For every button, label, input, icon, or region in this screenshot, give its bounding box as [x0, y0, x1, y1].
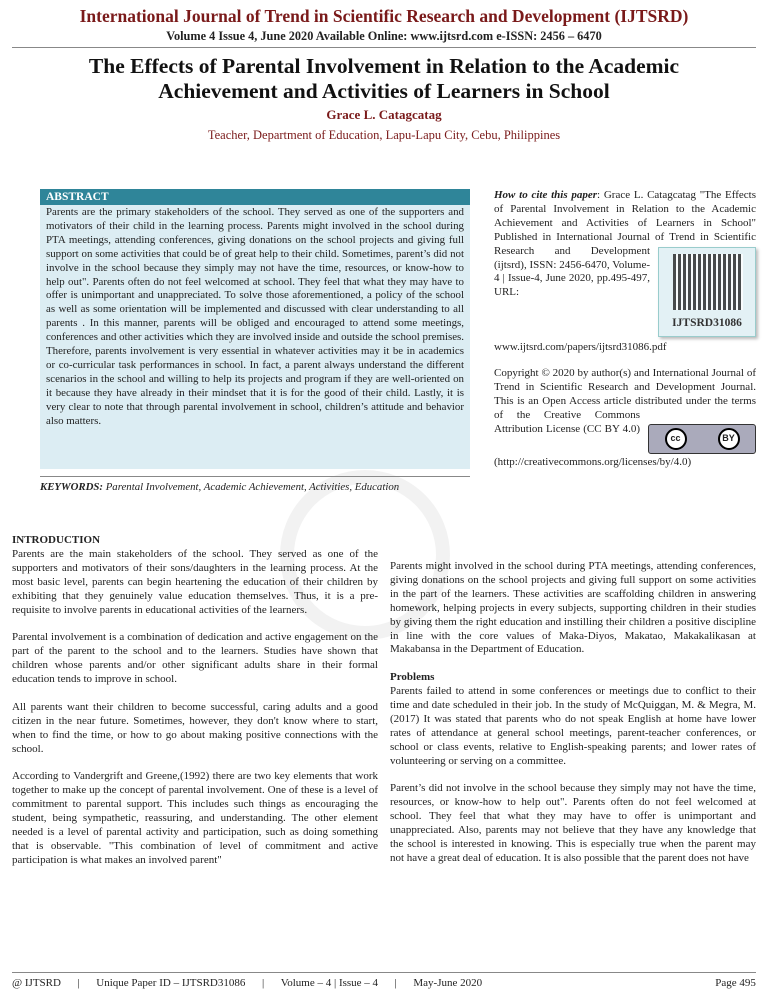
paragraph: Parents failed to attend in some conferences or meetings due to conflict to their time and date scheduled in their job. In the study of McQuiggan, M. & Megra, M. (2017) It was stated that parents who do not speak English at home have lower rates of attendance at general school meetings, parent-teacher conferences, or school or class events, relative to English-speaking parents; and lower rates of volunteering or serving on a committee. [390, 685, 756, 767]
abstract-text: Parents are the primary stakeholders of the school. They served as one of the supporters and motivators of their child in the learning process. Parents might involved in the school during PTA meetings, attending conferences, giving donations on the school projects and giving full support on some activities that could be of great help to their child. Sometimes, parent’s did not involve in the school because they simply may not have the time, resources, or know-how to help out". Parents often do not feel welcomed at school. They feel that what they may have to offer is unimportant and unappreciated. To solve those aforementioned, a policy of the school as well as some orientation will be implemented and discussed with clear understanding to all parents . In this manner, parents will be obliged and encouraged to attend some meetings, conferences and other activities which they are involved inside and outside the school premises. Therefore, parents involvement is very essential in whatever activities may it be in academics or co-curricular task performances in school. In fact, a parent always understand the different scenarios in the school and willing to help its projects and program if they are well-oriented on it because they have already in their mindset that it is for the good of their child. Lastly, it is very clear to note that through parental involvement in school, children’s attitude and behavior also matters. [46, 206, 464, 427]
footer-journal: @ IJTSRD [12, 977, 61, 989]
qr-code-icon [673, 254, 743, 310]
problems-heading: Problems [390, 671, 435, 684]
paragraph: Parent’s did not involve in the school because they simply may not have the time, resources, or know-how to help out". Parents often do not feel welcomed at school. They feel that what they may have to offer is unimportant and unappreciated. Also, parents may not believe that they have any knowledge that the school is interested in knowing. This is especially true when the parent may not have a great deal of education. It is also possible that the parent does not have [390, 782, 756, 864]
introduction-heading: INTRODUCTION [12, 534, 101, 546]
keywords [40, 476, 470, 493]
paragraph: According to Vandergrift and Greene,(1992) there are two key elements that work together to make up the concept of parental involvement. One of these is a level of commitment to parental support. This includes such things as encouraging the student, being sympathetic, reassuring, and understanding. The other element needed is a level of parental activity and participation, such as doing something that is observable. "This combination of level of commitment and active participation is what makes an involved parent" [12, 770, 378, 866]
page-footer [12, 972, 756, 989]
left-column [12, 534, 378, 882]
footer-sep: | [77, 977, 80, 989]
affiliation: Teacher, Department of Education, Lapu-Lapu City, Cebu, Philippines [207, 128, 561, 142]
by-icon: BY [718, 428, 740, 450]
cc-icon: cc [665, 428, 687, 450]
footer-sep: | [261, 977, 265, 989]
footer-page: Page 495 [715, 977, 756, 989]
paragraph: Parents might involved in the school during PTA meetings, attending conferences, giving donations on the school projects and giving full support on some activities in the part of the learners. These activities are scaffolding children in answering homework, helping projects in every subjects, supporting children in their studies by giving them the right education and instilling their children a positive discipline in line with the core values of Maka-Diyos, Makatao, Makakalikasan at Makabansa in the Department of Education. [390, 560, 756, 656]
journal-issue-line: Volume 4 Issue 4, June 2020 Available Online: www.ijtsrd.com e-ISSN: 2456 – 6470 [166, 29, 602, 43]
cc-by-badge[interactable] [648, 424, 756, 454]
keywords-text: Parental Involvement, Academic Achievement, Activities, Education [105, 481, 400, 493]
journal-name: International Journal of Trend in Scientific Research and Development (IJTSRD) [79, 6, 689, 26]
paragraph: Parental involvement is a combination of dedication and active engagement on the part of the parent to the school and to the learners. Studies have shown that children whose parents and/or other significant adults share in their formal education tends to improve in school. [12, 631, 378, 686]
qr-label: IJTSRD31086 [672, 317, 742, 330]
footer-volume: Volume – 4 | Issue – 4 [280, 977, 379, 989]
cite-label: How to cite this paper [494, 189, 598, 201]
abstract-heading: ABSTRACT [40, 189, 470, 205]
paragraph: Parents are the main stakeholders of the school. They served as one of the supporters and motivators of their sons/daughters in the learning process. At the most basic level, parents can begin heartening the education of their children by exhibiting that they genuinely value education themselves. Thus, it is a pre-requisite to involve parents in educational activities of the learners. [12, 547, 378, 616]
author: Grace L. Catagcatag [326, 107, 442, 122]
citation-sidebar [494, 189, 756, 482]
copyright: Copyright © 2020 by author(s) and International Journal of Trend in Scientific Research and Development Journal. This is an Open Access article distributed under the terms of the Creative Commons Attribution License (CC BY 4.0) (http://creativecommons.org/licenses/by/4.0) [494, 366, 756, 468]
header-divider [12, 47, 756, 48]
keywords-label: KEYWORDS: [40, 481, 103, 493]
citation [494, 189, 756, 355]
cite-text: : Grace L. Catagcatag "The Effects of Parental Involvement in Relation to the Academic Achievement and Activities of Learners in School" Published in International Journal of Trend in Scientific Research and Development (ijtsrd), ISSN: 2456-6470, Volume-4 | Issue-4, June 2020, pp.495-497, URL: www.ijtsrd.com/papers/ijtsrd31086.pdf [494, 189, 756, 353]
paper-title: The Effects of Parental Involvement in Relation to the Academic Achievement and Activities of Learners in School [88, 54, 680, 103]
qr-code-box [658, 247, 756, 337]
footer-sep: | [394, 977, 397, 989]
right-column [390, 560, 756, 880]
abstract-box [40, 189, 470, 469]
paragraph: All parents want their children to become successful, caring adults and a good citizen in the near future. Sometimes, however, they don't know where to start, when to find the time, or how to go about making positive connections with the school. [12, 700, 378, 755]
footer-paper-id: Unique Paper ID – IJTSRD31086 [96, 977, 246, 989]
footer-date: May-June 2020 [413, 977, 483, 989]
copyright-block [494, 367, 756, 470]
